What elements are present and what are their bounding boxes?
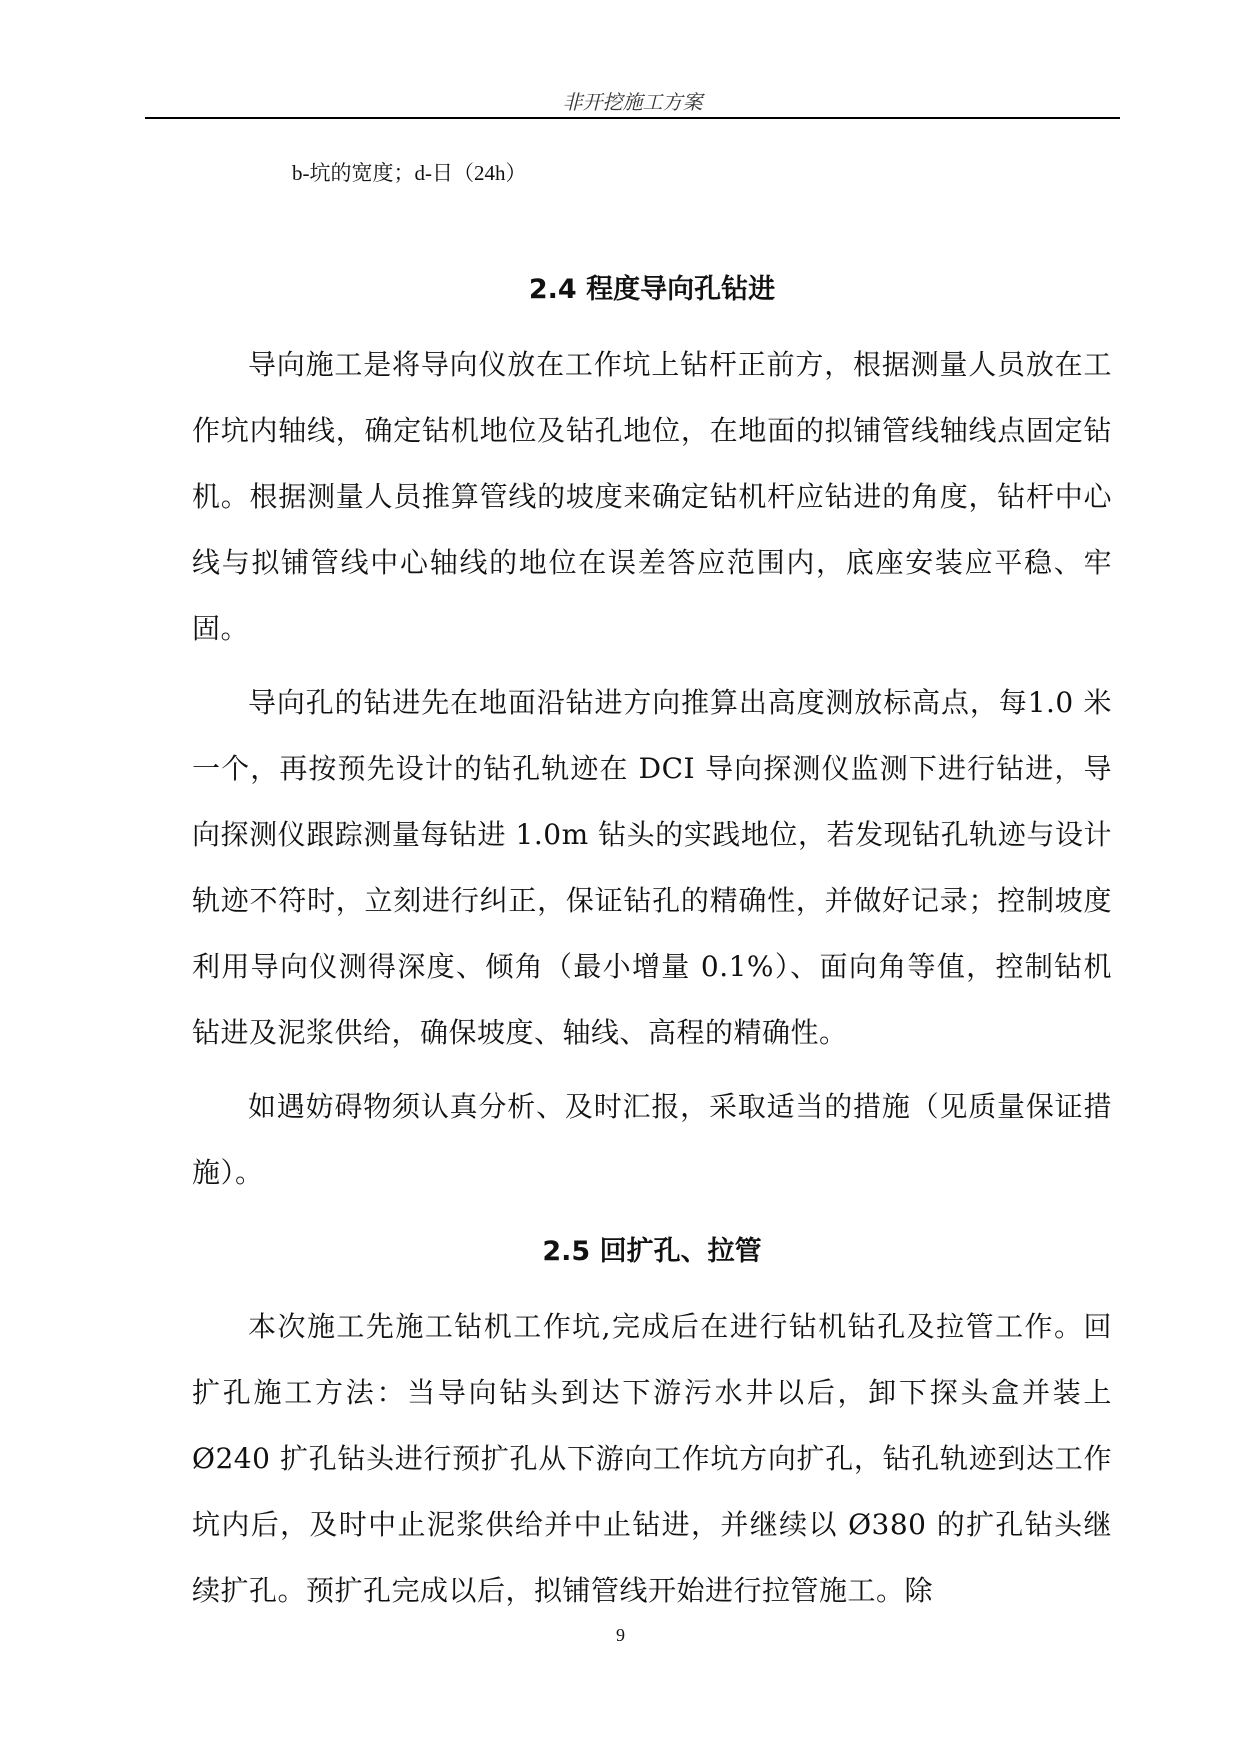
formula-note: b-坑的宽度；d-日（24h） xyxy=(292,161,527,185)
page-body xyxy=(192,160,1112,1624)
running-header: 非开挖施工方案 xyxy=(562,90,703,114)
paragraph: 导向孔的钻进先在地面沿钻进方向推算出高度测放标高点，每1.0 米一个，再按预先设计的钻孔轨迹在 DCI 导向探测仪监测下进行钻进，导向探测仪跟踪测量每钻进 1.0m 钻头的实践地位，若发现钻孔轨迹与设计轨迹不符时，立刻进行纠正，保证钻孔的精确性，并做好记录；控制坡度利用导向仪测得深度、倾角（最小增量 0.1%）、面向角等值，控制钻机钻进及泥浆供给，确保坡度、轴线、高程的精确性。 xyxy=(192,686,1112,1049)
paragraph: 导向施工是将导向仪放在工作坑上钻杆正前方，根据测量人员放在工作坑内轴线，确定钻机地位及钻孔地位，在地面的拟铺管线轴线点固定钻机。根据测量人员推算管线的坡度来确定钻机杆应钻进的角度，钻杆中心线与拟铺管线中心轴线的地位在误差答应范围内，底座安装应平稳、牢固。 xyxy=(192,348,1112,645)
paragraph: 如遇妨碍物须认真分析、及时汇报，采取适当的措施（见质量保证措施）。 xyxy=(192,1090,1112,1189)
page-number: 9 xyxy=(616,1625,625,1645)
header-divider xyxy=(145,117,1120,119)
section-heading-2-4: 2.4 程度导向孔钻进 xyxy=(528,274,776,305)
paragraph: 本次施工先施工钻机工作坑,完成后在进行钻机钻孔及拉管工作。回扩孔施工方法：当导向钻头到达下游污水井以后，卸下探头盒并装上 Ø240 扩孔钻头进行预扩孔从下游向工作坑方向扩孔，钻孔轨迹到达工作坑内后，及时中止泥浆供给并中止钻进，并继续以 Ø380 的扩孔钻头继续扩孔。预扩孔完成以后，拟铺管线开始进行拉管施工。除 xyxy=(192,1310,1112,1607)
section-heading-2-5: 2.5 回扩孔、拉管 xyxy=(542,1236,762,1267)
